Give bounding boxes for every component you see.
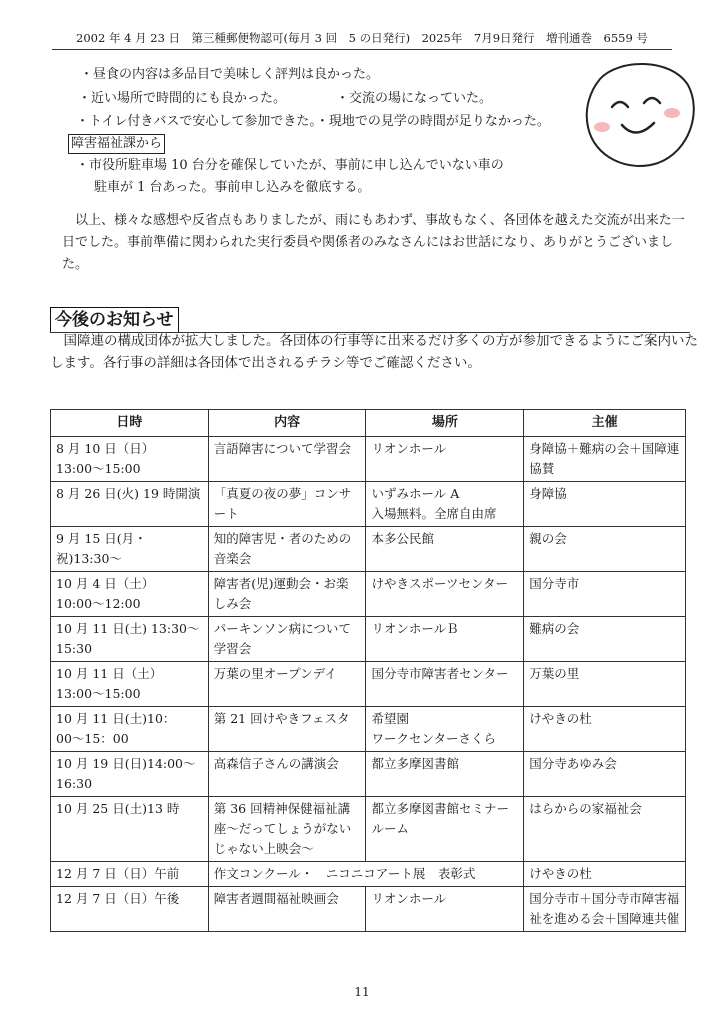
- table-row: [51, 797, 686, 862]
- table-row: [51, 662, 686, 707]
- smiley-face-icon: [578, 55, 700, 170]
- column-header-organizer: 主催: [524, 410, 686, 437]
- table-row: [51, 752, 686, 797]
- cell-datetime: 10 月 11 日（土）13:00〜15:00: [51, 662, 209, 707]
- newsletter-header: 2002 年 4 月 23 日 第三種郵便物認可(毎月 3 回 5 の日発行) 2025年 7月9日発行 増刊通巻 6559 号: [52, 30, 672, 50]
- column-header-place: 場所: [366, 410, 524, 437]
- department-label: [68, 133, 165, 155]
- cell-datetime: 8 月 26 日(火) 19 時開演: [51, 482, 209, 527]
- table-row: [51, 887, 686, 932]
- cell-content: 「真夏の夜の夢」コンサート: [208, 482, 366, 527]
- cell-organizer: 親の会: [524, 527, 686, 572]
- feedback-item: ・交流の場になっていた。: [336, 91, 493, 106]
- cell-organizer: 身障協: [524, 482, 686, 527]
- cell-content: 第 36 回精神保健福祉講座〜だってしょうがないじゃない上映会〜: [208, 797, 366, 862]
- section-title: 今後のお知らせ: [50, 307, 179, 333]
- cell-organizer: 国分寺市＋国分寺市障害福祉を進める会＋国障連共催: [524, 887, 686, 932]
- cell-place: いずみホール A 入場無料。全席自由席: [366, 482, 524, 527]
- cell-place: けやきスポーツセンター: [366, 572, 524, 617]
- column-header-content: 内容: [208, 410, 366, 437]
- cell-place: 都立多摩図書館セミナールーム: [366, 797, 524, 862]
- cell-content: パーキンソン病について学習会: [208, 617, 366, 662]
- cell-content: 万葉の里オープンデイ: [208, 662, 366, 707]
- cell-datetime: 10 月 11 日(土)10：00〜15：00: [51, 707, 209, 752]
- summary-paragraph: 以上、様々な感想や反省点もありましたが、雨にもあわず、事故もなく、各団体を越えた交流が出来た一日でした。事前準備に関わられた実行委員や関係者のみなさんにはお世話になり、ありがとうございました。: [62, 213, 685, 272]
- table-header-row: [51, 410, 686, 437]
- cell-organizer: 国分寺あゆみ会: [524, 752, 686, 797]
- cell-place: リオンホール: [366, 887, 524, 932]
- cell-organizer: 万葉の里: [524, 662, 686, 707]
- cell-datetime: 12 月 7 日（日）午後: [51, 887, 209, 932]
- events-table: [50, 409, 686, 932]
- feedback-item: ・昼食の内容は多品目で美味しく評判は良かった。: [80, 67, 380, 82]
- cell-place: 希望園 ワークセンターさくら: [366, 707, 524, 752]
- cell-organizer: はらからの家福祉会: [524, 797, 686, 862]
- table-row: [51, 862, 686, 887]
- cell-organizer: 身障協＋難病の会＋国障連協賛: [524, 437, 686, 482]
- cell-datetime: 12 月 7 日（日）午前: [51, 862, 209, 887]
- cell-datetime: 10 月 11 日(土) 13:30〜15:30: [51, 617, 209, 662]
- cell-datetime: 9 月 15 日(月・祝)13:30〜: [51, 527, 209, 572]
- department-comment: 駐車が 1 台あった。事前申し込みを徹底する。: [94, 180, 371, 195]
- cell-content: 言語障害について学習会: [208, 437, 366, 482]
- table-row: [51, 437, 686, 482]
- cell-datetime: 10 月 25 日(土)13 時: [51, 797, 209, 862]
- cell-content: 第 21 回けやきフェスタ: [208, 707, 366, 752]
- cell-datetime: 10 月 19 日(日)14:00〜16:30: [51, 752, 209, 797]
- table-row: [51, 482, 686, 527]
- cell-place: 都立多摩図書館: [366, 752, 524, 797]
- cell-organizer: 難病の会: [524, 617, 686, 662]
- table-row: [51, 617, 686, 662]
- table-row: [51, 707, 686, 752]
- cell-content: 障害者週間福祉映画会: [208, 887, 366, 932]
- table-row: [51, 572, 686, 617]
- cell-organizer: 国分寺市: [524, 572, 686, 617]
- cell-content: 高森信子さんの講演会: [208, 752, 366, 797]
- feedback-item: ・トイレ付きバスで安心して参加できた。・現地での見学の時間が足りなかった。: [76, 114, 550, 129]
- cell-content: 知的障害児・者のための音楽会: [208, 527, 366, 572]
- cell-content: 障害者(児)運動会・お楽しみ会: [208, 572, 366, 617]
- cell-place: リオンホール: [366, 437, 524, 482]
- cell-organizer: けやきの杜: [524, 707, 686, 752]
- department-comment: ・市役所駐車場 10 台分を確保していたが、事前に申し込んでいない車の: [76, 158, 504, 173]
- column-header-datetime: 日時: [51, 410, 209, 437]
- cell-place: 国分寺市障害者センター: [366, 662, 524, 707]
- table-row: [51, 527, 686, 572]
- cell-content: 作文コンクール・ ニコニコアート展 表彰式: [208, 862, 523, 887]
- notice-paragraph: 国障連の構成団体が拡大しました。各団体の行事等に出来るだけ多くの方が参加できるようにご案内いたします。各行事の詳細は各団体で出されるチラシ等でご確認ください。: [50, 333, 698, 371]
- department-label-box: 障害福祉課から: [68, 134, 165, 154]
- cell-place: 本多公民館: [366, 527, 524, 572]
- cell-place: リオンホールＢ: [366, 617, 524, 662]
- cell-datetime: 8 月 10 日（日）13:00〜15:00: [51, 437, 209, 482]
- page-number: 11: [354, 985, 370, 999]
- cell-organizer: けやきの杜: [524, 862, 686, 887]
- feedback-item: ・近い場所で時間的にも良かった。: [78, 91, 287, 106]
- cell-datetime: 10 月 4 日（土）10:00〜12:00: [51, 572, 209, 617]
